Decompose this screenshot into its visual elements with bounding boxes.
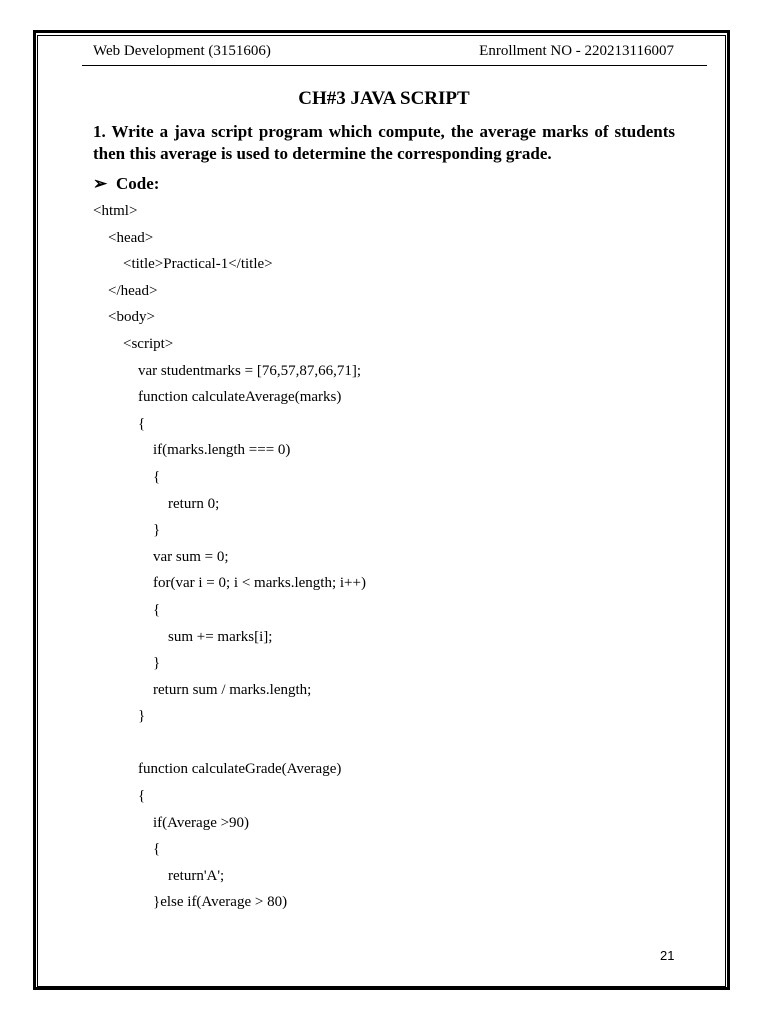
code-line: { bbox=[93, 841, 161, 858]
code-line: { bbox=[93, 788, 146, 805]
code-line: var studentmarks = [76,57,87,66,71]; bbox=[93, 362, 362, 379]
page-number: 21 bbox=[660, 948, 675, 963]
code-line: } bbox=[93, 708, 146, 725]
code-line: if(marks.length === 0) bbox=[93, 442, 291, 459]
code-line: <body> bbox=[93, 309, 155, 326]
header-divider bbox=[82, 65, 707, 66]
code-line: sum += marks[i]; bbox=[93, 628, 273, 645]
header-course: Web Development (3151606) bbox=[93, 43, 271, 59]
arrow-bullet-icon: ➢ bbox=[93, 174, 108, 193]
code-line: return sum / marks.length; bbox=[93, 681, 312, 698]
code-line: if(Average >90) bbox=[93, 814, 250, 831]
chapter-title: CH#3 JAVA SCRIPT bbox=[298, 88, 470, 109]
code-line: function calculateGrade(Average) bbox=[93, 761, 342, 778]
code-line: } bbox=[93, 655, 161, 672]
code-line: <head> bbox=[93, 229, 154, 246]
header-enrollment: Enrollment NO - 220213116007 bbox=[479, 43, 674, 59]
code-line: { bbox=[93, 468, 161, 485]
code-line: var sum = 0; bbox=[93, 548, 229, 565]
question-text: 1. Write a java script program which compute, the average marks of students then this average is used to determine the corresponding grade. bbox=[93, 122, 675, 163]
code-line: <title>Practical-1</title> bbox=[93, 256, 273, 273]
code-heading-label: Code: bbox=[116, 174, 160, 193]
code-line: { bbox=[93, 601, 161, 618]
code-line bbox=[93, 733, 693, 760]
code-line: }else if(Average > 80) bbox=[93, 894, 288, 911]
code-block bbox=[93, 201, 693, 919]
code-line: <script> bbox=[93, 335, 174, 352]
code-line: for(var i = 0; i < marks.length; i++) bbox=[93, 575, 366, 592]
code-line: { bbox=[93, 415, 146, 432]
code-line: </head> bbox=[93, 282, 158, 299]
code-heading bbox=[93, 174, 159, 194]
code-line: } bbox=[93, 522, 161, 539]
code-line: return'A'; bbox=[93, 867, 225, 884]
code-line: <html> bbox=[93, 203, 138, 219]
code-line: function calculateAverage(marks) bbox=[93, 389, 342, 406]
code-line: return 0; bbox=[93, 495, 220, 512]
